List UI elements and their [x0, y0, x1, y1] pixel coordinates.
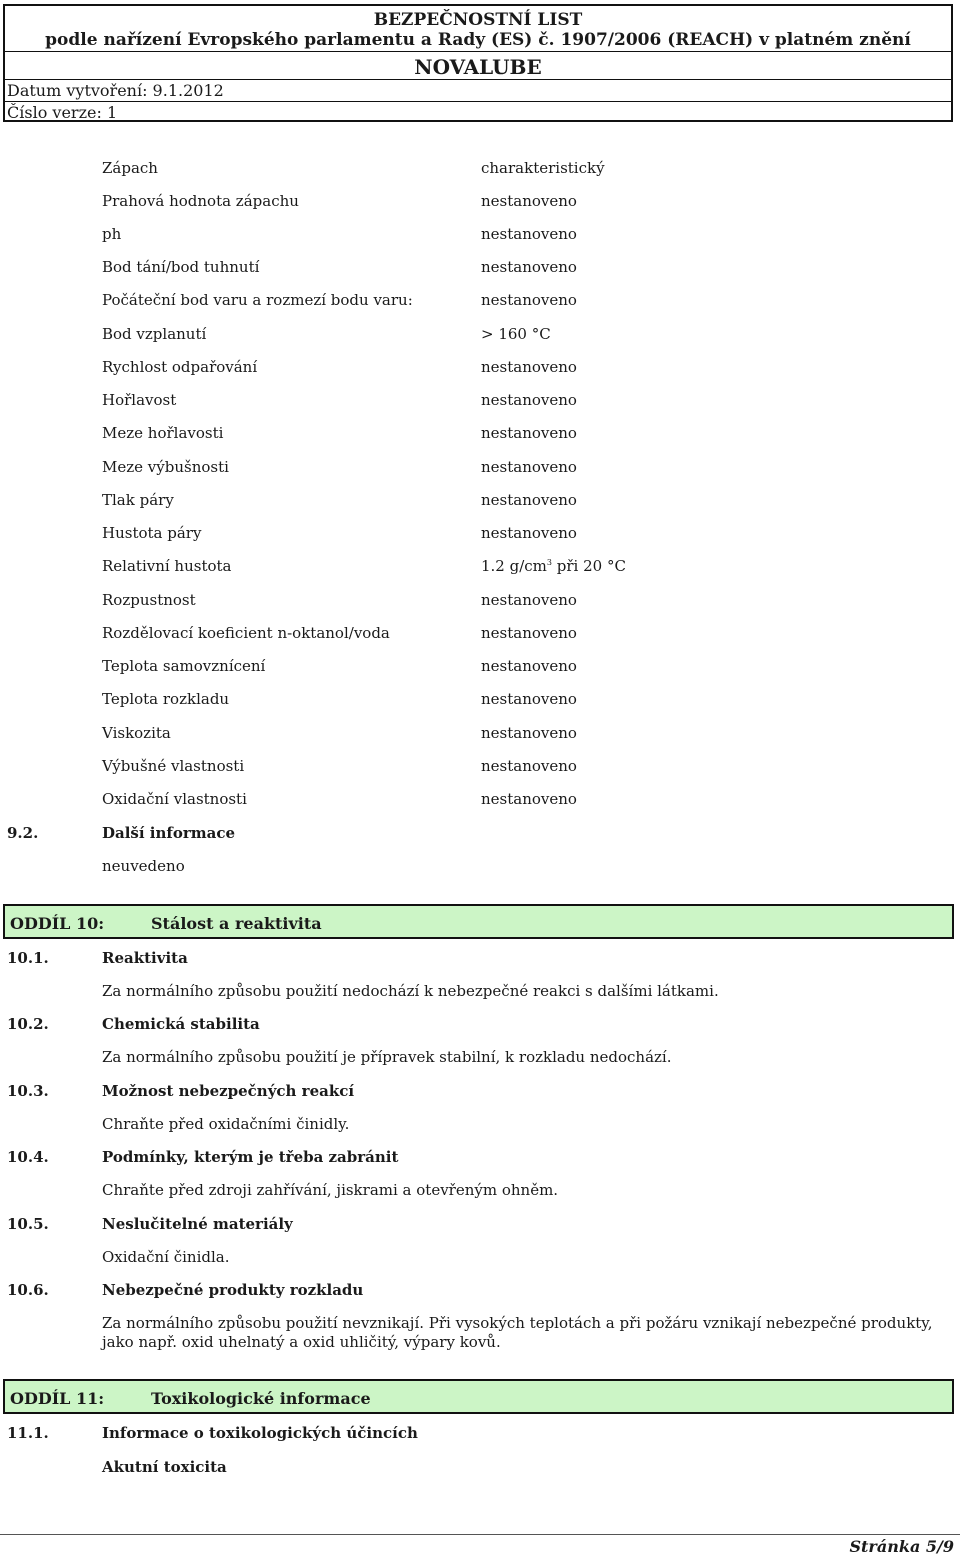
creation-date: Datum vytvoření: 9.1.2012 [7, 81, 224, 100]
header-divider [5, 51, 951, 52]
section-title: Stálost a reaktivita [151, 914, 322, 933]
subsection-text: Za normálního způsobu použití je přípravek stabilní, k rozkladu nedochází. [102, 1048, 672, 1066]
property-value: nestanoveno [481, 291, 577, 309]
subsection-text: Za normálního způsobu použití nevznikají. Při vysokých teplotách a při požáru vznikají nebezpečné produkty, jako např. oxid uhelnatý a oxid uhličitý, výpary kovů. [102, 1314, 933, 1351]
section-number: ODDÍL 10: [10, 914, 105, 933]
subsection-number: 9.2. [7, 824, 39, 842]
regulation-line: podle nařízení Evropského parlamentu a Rady (ES) č. 1907/2006 (REACH) v platném znění [45, 30, 911, 50]
density-exponent: 3 [546, 558, 552, 567]
subsection-number: 11.1. [7, 1424, 49, 1442]
property-value: nestanoveno [481, 657, 577, 675]
property-value: nestanoveno [481, 690, 577, 708]
property-value: nestanoveno [481, 391, 577, 409]
property-label: Tlak páry [102, 491, 174, 509]
subsection-title: Informace o toxikologických účincích [102, 1424, 418, 1442]
property-value: nestanoveno [481, 491, 577, 509]
version-number: Číslo verze: 1 [7, 103, 118, 122]
section-title: Toxikologické informace [151, 1389, 371, 1408]
property-value: nestanoveno [481, 624, 577, 642]
subsection-text: Chraňte před oxidačními činidly. [102, 1115, 350, 1133]
property-value: nestanoveno [481, 790, 577, 808]
property-label: Rychlost odpařování [102, 358, 258, 376]
property-label: Zápach [102, 159, 158, 177]
doc-title: BEZPEČNOSTNÍ LIST [373, 10, 583, 30]
subsection-title: Reaktivita [102, 949, 188, 967]
page-number: Stránka 5/9 [849, 1537, 954, 1556]
subheading: Akutní toxicita [102, 1458, 227, 1476]
header-divider [5, 101, 951, 102]
property-label: Hustota páry [102, 524, 202, 542]
property-label: Meze hořlavosti [102, 424, 224, 442]
document-header [3, 4, 953, 122]
property-value: nestanoveno [481, 424, 577, 442]
property-label: Bod vzplanutí [102, 325, 207, 343]
subsection-title: Podmínky, kterým je třeba zabránit [102, 1148, 399, 1166]
property-label: Rozdělovací koeficient n-oktanol/voda [102, 624, 390, 642]
subsection-number: 10.6. [7, 1281, 49, 1299]
property-label: Teplota rozkladu [102, 690, 230, 708]
property-label: Relativní hustota [102, 557, 232, 575]
subsection-text: Oxidační činidla. [102, 1248, 230, 1266]
subsection-title: Neslučitelné materiály [102, 1215, 293, 1233]
subsection-number: 10.3. [7, 1082, 49, 1100]
property-value: charakteristický [481, 159, 605, 177]
property-value: nestanoveno [481, 192, 577, 210]
property-label: Meze výbušnosti [102, 458, 229, 476]
density-condition: při 20 °C [552, 557, 626, 575]
property-label: Výbušné vlastnosti [102, 757, 245, 775]
property-value: nestanoveno [481, 358, 577, 376]
property-label: Hořlavost [102, 391, 177, 409]
property-value: nestanoveno [481, 724, 577, 742]
property-label: Bod tání/bod tuhnutí [102, 258, 260, 276]
property-value: nestanoveno [481, 524, 577, 542]
property-value: nestanoveno [481, 258, 577, 276]
subsection-text: Za normálního způsobu použití nedochází k nebezpečné reakci s dalšími látkami. [102, 982, 719, 1000]
property-label: Prahová hodnota zápachu [102, 192, 299, 210]
property-label: Oxidační vlastnosti [102, 790, 247, 808]
subsection-title: Chemická stabilita [102, 1015, 260, 1033]
footer-divider [0, 1534, 960, 1535]
subsection-number: 10.1. [7, 949, 49, 967]
subsection-text: neuvedeno [102, 857, 185, 875]
subsection-title: Nebezpečné produkty rozkladu [102, 1281, 364, 1299]
property-value: nestanoveno [481, 458, 577, 476]
header-divider [5, 79, 951, 80]
property-label: ph [102, 225, 122, 243]
property-label: Počáteční bod varu a rozmezí bodu varu: [102, 291, 413, 309]
property-value [481, 557, 626, 575]
property-value: nestanoveno [481, 591, 577, 609]
section-header [3, 1379, 954, 1414]
property-value: nestanoveno [481, 757, 577, 775]
subsection-number: 10.4. [7, 1148, 49, 1166]
subsection-title: Možnost nebezpečných reakcí [102, 1082, 355, 1100]
subsection-text: Chraňte před zdroji zahřívání, jiskrami a otevřeným ohněm. [102, 1181, 559, 1199]
section-header [3, 904, 954, 939]
property-label: Viskozita [102, 724, 171, 742]
property-label: Rozpustnost [102, 591, 196, 609]
density-value: 1.2 g/cm [481, 557, 547, 575]
subsection-number: 10.5. [7, 1215, 49, 1233]
subsection-number: 10.2. [7, 1015, 49, 1033]
property-label: Teplota samovznícení [102, 657, 266, 675]
property-value: nestanoveno [481, 225, 577, 243]
product-name: NOVALUBE [414, 55, 542, 79]
subsection-title: Další informace [102, 824, 236, 842]
section-number: ODDÍL 11: [10, 1389, 105, 1408]
property-value: > 160 °C [481, 325, 551, 343]
